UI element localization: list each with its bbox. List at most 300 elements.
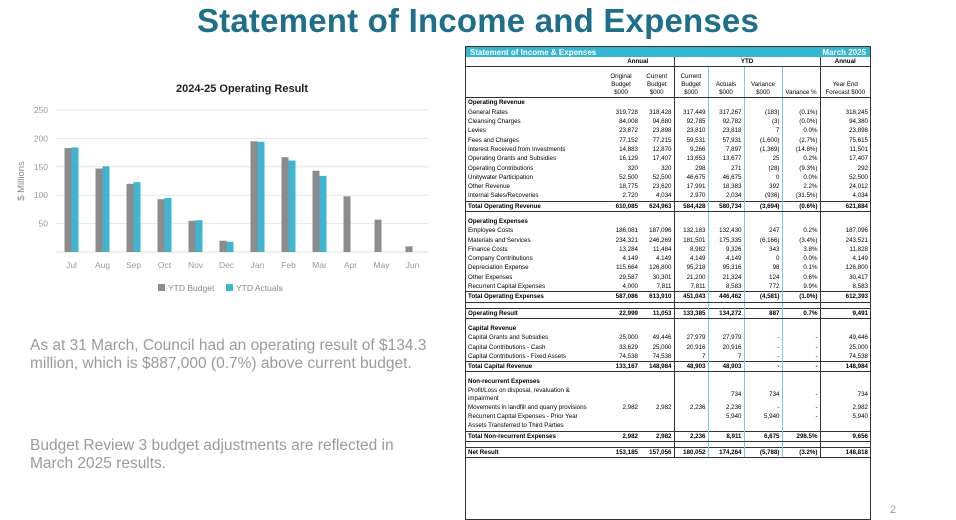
value-cell: 16,129: [619, 155, 638, 163]
value-cell: 22,999: [602, 308, 640, 318]
value-cell: 4,149: [622, 255, 638, 263]
value-cell: 298.5%: [782, 431, 820, 441]
value-cell: 52,500: [652, 173, 672, 181]
column-header: Actuals $000: [708, 67, 744, 98]
value-cell: 20,916: [708, 342, 744, 351]
row-label: Recurrent Capital Expenses - Prior Year: [468, 413, 578, 421]
value-cell: 94,380: [820, 117, 870, 126]
row-label: Assets Transferred to Third Parties: [468, 422, 564, 430]
empty-cell: [640, 98, 674, 108]
bar-budget: [158, 199, 165, 252]
bar-budget: [96, 169, 103, 252]
total-row: [466, 362, 870, 372]
empty-cell: [674, 217, 708, 226]
empty-cell: [640, 324, 674, 333]
value-cell: 4,149: [674, 254, 708, 263]
row-label: Levies: [468, 127, 486, 135]
line-item-row: [466, 342, 870, 351]
value-cell: 317,267: [708, 108, 744, 117]
value-cell: 446,462: [708, 292, 744, 302]
value-cell: 4,034: [656, 192, 672, 200]
value-cell: [708, 421, 744, 431]
value-cell: 115,664: [616, 264, 638, 272]
value-cell: 7: [744, 126, 782, 135]
x-tick-label: Sep: [125, 260, 142, 270]
x-tick-label: May: [373, 260, 390, 270]
value-cell: 95,316: [708, 263, 744, 272]
y-tick-label: 200: [33, 133, 48, 144]
group-header-row: [466, 57, 870, 67]
empty-cell: [674, 377, 708, 386]
empty-cell: [782, 377, 820, 386]
value-cell: 587,086: [602, 292, 640, 302]
value-cell: -: [782, 352, 820, 362]
empty-cell: [674, 324, 708, 333]
row-label: Movements in landfill and quarry provisions: [468, 403, 587, 411]
value-cell: 584,428: [674, 201, 708, 211]
value-cell: (3.2%): [782, 447, 820, 457]
value-cell: 132,430: [708, 226, 744, 235]
section-heading: Operating Revenue: [468, 99, 525, 107]
y-tick-label: 250: [33, 105, 48, 115]
value-cell: [744, 421, 782, 431]
empty-cell: [640, 217, 674, 226]
value-cell: 23,620: [652, 183, 672, 191]
value-cell: 94,680: [652, 118, 672, 126]
bar-actuals: [165, 198, 172, 252]
value-cell: 0: [744, 173, 782, 182]
value-cell: 0.7%: [782, 308, 820, 318]
line-item-row: [466, 245, 870, 254]
budget-review-paragraph: Budget Review 3 budget adjustments are reflected in March 2025 results.: [30, 437, 394, 472]
value-cell: 74,538: [820, 352, 870, 362]
value-cell: 9,266: [674, 145, 708, 154]
value-cell: 74,538: [652, 352, 672, 360]
value-cell: 52,500: [820, 173, 870, 182]
row-label: Net Result: [466, 447, 602, 457]
line-item-row: [466, 145, 870, 154]
y-axis-label: $ Millions: [16, 161, 27, 201]
value-cell: 181,501: [674, 235, 708, 244]
value-cell: (6,166): [744, 235, 782, 244]
empty-cell: [744, 98, 782, 108]
value-cell: 0.6%: [782, 273, 820, 282]
column-header: Variance $000: [744, 67, 782, 98]
empty-cell: [820, 217, 870, 226]
value-cell: (183): [744, 108, 782, 117]
section-heading: Capital Revenue: [468, 324, 517, 332]
bar-budget: [375, 220, 382, 252]
row-label: Recurrent Capital Expenses: [468, 283, 546, 291]
value-cell: 11,053: [640, 308, 674, 318]
statement-grid: [466, 57, 870, 458]
value-cell: 17,407: [820, 154, 870, 163]
row-label: Finance Costs: [468, 245, 508, 253]
x-tick-label: Feb: [281, 260, 296, 270]
bar-budget: [251, 141, 258, 252]
line-item-row: [466, 282, 870, 292]
line-item-row: [466, 182, 870, 191]
value-cell: 0.2%: [782, 226, 820, 235]
value-cell: 133,385: [674, 308, 708, 318]
value-cell: 9,326: [708, 245, 744, 254]
x-tick-label: Apr: [343, 260, 358, 270]
legend-label: YTD Actuals: [236, 283, 283, 293]
value-cell: 180,052: [674, 447, 708, 457]
value-cell: 77,215: [652, 136, 672, 144]
value-cell: 134,272: [708, 308, 744, 318]
empty-cell: [782, 217, 820, 226]
value-cell: 20,916: [674, 342, 708, 351]
row-label: Total Operating Expenses: [466, 292, 602, 302]
value-cell: 11,501: [820, 145, 870, 154]
value-cell: 0: [744, 254, 782, 263]
value-cell: 187,096: [649, 227, 672, 235]
value-cell: 92,782: [708, 117, 744, 126]
value-cell: -: [782, 412, 820, 421]
value-cell: (936): [744, 191, 782, 201]
value-cell: 734: [744, 387, 782, 403]
value-cell: 92,785: [674, 117, 708, 126]
line-item-row: [466, 412, 870, 421]
value-cell: 320: [661, 164, 672, 172]
value-cell: 2,982: [820, 403, 870, 412]
value-cell: (4,581): [744, 292, 782, 302]
section-heading: Non-recurrent Expenses: [468, 378, 540, 386]
value-cell: 318,245: [820, 108, 870, 117]
value-cell: 126,800: [649, 264, 672, 272]
section-heading-row: [466, 324, 870, 333]
value-cell: [782, 421, 820, 431]
row-label: Unitywater Participation: [468, 173, 533, 181]
value-cell: 0.0%: [782, 173, 820, 182]
value-cell: 13,653: [674, 154, 708, 163]
empty-cell: [820, 98, 870, 108]
total-row: [466, 447, 870, 457]
value-cell: 2.2%: [782, 182, 820, 191]
value-cell: 0.0%: [782, 254, 820, 263]
bar-budget: [220, 241, 227, 252]
value-cell: 5,940: [744, 412, 782, 421]
value-cell: -: [782, 387, 820, 403]
bar-actuals: [320, 176, 327, 252]
row-label: General Rates: [468, 108, 508, 116]
line-item-row: [466, 191, 870, 201]
row-label: Capital Grants and Subsidies: [468, 334, 549, 342]
value-cell: (31.5%): [782, 191, 820, 201]
row-label: Capital Contributions - Fixed Assets: [468, 352, 567, 360]
value-cell: [674, 412, 708, 421]
total-row: [466, 431, 870, 441]
value-cell: 25: [744, 154, 782, 163]
bar-actuals: [258, 142, 265, 252]
empty-cell: [602, 98, 640, 108]
value-cell: 84,008: [619, 118, 638, 126]
line-item-row: [466, 235, 870, 244]
value-cell: 29,587: [619, 273, 638, 281]
group-header-blank: [466, 57, 602, 67]
value-cell: 2,982: [622, 403, 638, 411]
value-cell: 9.9%: [782, 282, 820, 292]
line-item-row: [466, 352, 870, 362]
value-cell: 153,185: [602, 447, 640, 457]
value-cell: 24,012: [820, 182, 870, 191]
value-cell: 0.0%: [782, 126, 820, 135]
line-item-row: [466, 135, 870, 144]
value-cell: 52,500: [619, 173, 638, 181]
empty-cell: [708, 324, 744, 333]
line-item-row: [466, 387, 870, 403]
y-tick-label: 100: [33, 190, 48, 201]
value-cell: 234,321: [615, 236, 638, 244]
empty-cell: [602, 324, 640, 333]
value-cell: [820, 421, 870, 431]
value-cell: -: [782, 403, 820, 412]
value-cell: 27,979: [708, 333, 744, 342]
empty-cell: [602, 217, 640, 226]
column-header: Variance %: [782, 67, 820, 98]
value-cell: 7,811: [656, 283, 672, 291]
value-cell: 46,675: [674, 173, 708, 182]
value-cell: 7: [708, 352, 744, 362]
value-cell: 451,043: [674, 292, 708, 302]
value-cell: 187,096: [820, 226, 870, 235]
line-item-row: [466, 126, 870, 135]
value-cell: 612,393: [820, 292, 870, 302]
row-label: Materials and Services: [468, 236, 531, 244]
column-header: [466, 67, 602, 98]
value-cell: 175,335: [708, 235, 744, 244]
value-cell: 148,984: [820, 362, 870, 372]
line-item-row: [466, 163, 870, 172]
empty-cell: [602, 377, 640, 386]
value-cell: 48,903: [674, 362, 708, 372]
value-cell: [602, 412, 640, 421]
row-label: Interest Received from Investments: [468, 145, 566, 153]
value-cell: 292: [820, 163, 870, 172]
value-cell: 75,615: [820, 135, 870, 144]
value-cell: 8,982: [674, 245, 708, 254]
row-label: Total Operating Revenue: [466, 201, 602, 211]
empty-cell: [820, 324, 870, 333]
bar-actuals: [196, 220, 203, 252]
value-cell: 4,149: [708, 254, 744, 263]
value-cell: 23,810: [674, 126, 708, 135]
value-cell: 23,898: [652, 127, 672, 135]
value-cell: 3.8%: [782, 245, 820, 254]
row-label: Total Capital Revenue: [466, 362, 602, 372]
value-cell: 8,583: [708, 282, 744, 292]
legend-swatch: [226, 284, 233, 291]
line-item-row: [466, 226, 870, 235]
value-cell: (14.8%): [782, 145, 820, 154]
value-cell: 59,531: [674, 135, 708, 144]
column-header: Original Budget $000: [602, 67, 640, 98]
x-tick-label: Aug: [94, 260, 111, 270]
value-cell: 11,484: [653, 245, 672, 253]
value-cell: 21,324: [708, 273, 744, 282]
statement-header-title: Statement of Income & Expenses: [470, 47, 597, 57]
value-cell: -: [744, 342, 782, 351]
value-cell: 17,407: [652, 155, 672, 163]
value-cell: 621,884: [820, 201, 870, 211]
empty-cell: [708, 377, 744, 386]
row-label: Other Revenue: [468, 183, 510, 191]
value-cell: 320: [627, 164, 638, 172]
value-cell: 2,982: [656, 403, 672, 411]
value-cell: 5,940: [708, 412, 744, 421]
total-row: [466, 308, 870, 318]
value-cell: 7: [674, 352, 708, 362]
value-cell: 18,383: [708, 182, 744, 191]
value-cell: (1.0%): [782, 292, 820, 302]
group-header-annual-forecast: Annual: [820, 57, 870, 67]
line-item-row: [466, 154, 870, 163]
line-item-row: [466, 403, 870, 412]
value-cell: (0.6%): [782, 201, 820, 211]
row-label: Capital Contributions - Cash: [468, 343, 546, 351]
value-cell: (9.3%): [782, 163, 820, 172]
group-header-annual: Annual: [602, 57, 674, 67]
value-cell: 18,775: [619, 183, 638, 191]
value-cell: 734: [708, 387, 744, 403]
y-tick-label: 50: [38, 218, 48, 229]
bar-budget: [313, 171, 320, 252]
total-row: [466, 292, 870, 302]
value-cell: (2.7%): [782, 135, 820, 144]
bar-actuals: [227, 242, 234, 252]
column-header: Year End Forecast $000: [820, 67, 870, 98]
row-label: Internal Sales/Recoveries: [468, 192, 539, 200]
value-cell: 148,818: [820, 447, 870, 457]
column-header: Current Budget $000: [674, 67, 708, 98]
value-cell: 772: [744, 282, 782, 292]
legend-swatch: [158, 284, 165, 291]
chart-title: 2024-25 Operating Result: [175, 83, 309, 95]
empty-cell: [782, 324, 820, 333]
value-cell: 25,000: [619, 334, 638, 342]
line-item-row: [466, 117, 870, 126]
value-cell: 8,583: [820, 282, 870, 292]
value-cell: 0.1%: [782, 263, 820, 272]
value-cell: [602, 421, 640, 431]
value-cell: 7,811: [674, 282, 708, 292]
value-cell: 25,000: [820, 342, 870, 351]
x-tick-label: Jul: [66, 260, 77, 270]
value-cell: 14,883: [619, 145, 638, 153]
line-item-row: [466, 333, 870, 342]
value-cell: 17,991: [674, 182, 708, 191]
value-cell: -: [744, 403, 782, 412]
line-item-row: [466, 173, 870, 182]
bar-budget: [127, 184, 134, 252]
value-cell: 734: [820, 387, 870, 403]
x-tick-label: Jan: [250, 260, 265, 270]
value-cell: [602, 387, 640, 403]
value-cell: (1,600): [744, 135, 782, 144]
value-cell: 243,521: [820, 235, 870, 244]
value-cell: (3,694): [744, 201, 782, 211]
value-cell: 9,491: [820, 308, 870, 318]
value-cell: 49,446: [820, 333, 870, 342]
value-cell: 610,085: [602, 201, 640, 211]
bar-actuals: [134, 182, 141, 252]
value-cell: 13,284: [619, 245, 638, 253]
value-cell: 7,897: [708, 145, 744, 154]
value-cell: 57,931: [708, 135, 744, 144]
value-cell: -: [782, 342, 820, 351]
column-header: Current Budget $000: [640, 67, 674, 98]
total-row: [466, 201, 870, 211]
value-cell: [640, 421, 674, 431]
y-tick-label: 150: [33, 161, 48, 172]
value-cell: (3.4%): [782, 235, 820, 244]
section-heading-row: [466, 377, 870, 386]
value-cell: 624,963: [640, 201, 674, 211]
value-cell: 132,183: [674, 226, 708, 235]
value-cell: 174,264: [708, 447, 744, 457]
value-cell: 148,984: [640, 362, 674, 372]
value-cell: 2,982: [640, 431, 674, 441]
value-cell: 126,800: [820, 263, 870, 272]
value-cell: 30,301: [652, 273, 672, 281]
value-cell: [674, 387, 708, 403]
value-cell: 46,675: [708, 173, 744, 182]
empty-cell: [674, 98, 708, 108]
row-label: Operating Grants and Subsidies: [468, 155, 557, 163]
empty-cell: [744, 324, 782, 333]
value-cell: 4,034: [820, 191, 870, 201]
value-cell: -: [744, 362, 782, 372]
row-label: Company Contributions: [468, 255, 533, 263]
value-cell: 247: [744, 226, 782, 235]
value-cell: 186,081: [615, 227, 638, 235]
value-cell: 23,898: [820, 126, 870, 135]
value-cell: [640, 412, 674, 421]
value-cell: 33,629: [619, 343, 638, 351]
value-cell: (0.1%): [782, 108, 820, 117]
bar-budget: [344, 196, 351, 252]
bar-budget: [65, 148, 72, 252]
line-item-row: [466, 108, 870, 117]
value-cell: 392: [744, 182, 782, 191]
line-item-row: [466, 263, 870, 272]
income-statement-table: [465, 46, 871, 520]
value-cell: 4,000: [622, 283, 638, 291]
value-cell: -: [782, 333, 820, 342]
x-tick-label: Dec: [218, 260, 235, 270]
row-label: Depreciation Expense: [468, 264, 529, 272]
value-cell: 4,149: [656, 255, 672, 263]
value-cell: 98: [744, 263, 782, 272]
section-heading-row: [466, 217, 870, 226]
bar-budget: [406, 246, 413, 252]
value-cell: (28): [744, 163, 782, 172]
value-cell: 133,167: [602, 362, 640, 372]
empty-cell: [640, 377, 674, 386]
value-cell: [674, 421, 708, 431]
value-cell: 95,218: [674, 263, 708, 272]
value-cell: 6,675: [744, 431, 782, 441]
empty-cell: [744, 217, 782, 226]
bar-actuals: [103, 166, 110, 252]
empty-cell: [708, 98, 744, 108]
operating-result-chart: [8, 70, 433, 305]
value-cell: 5,940: [820, 412, 870, 421]
value-cell: 9,656: [820, 431, 870, 441]
value-cell: (0.0%): [782, 117, 820, 126]
value-cell: 11,828: [820, 245, 870, 254]
